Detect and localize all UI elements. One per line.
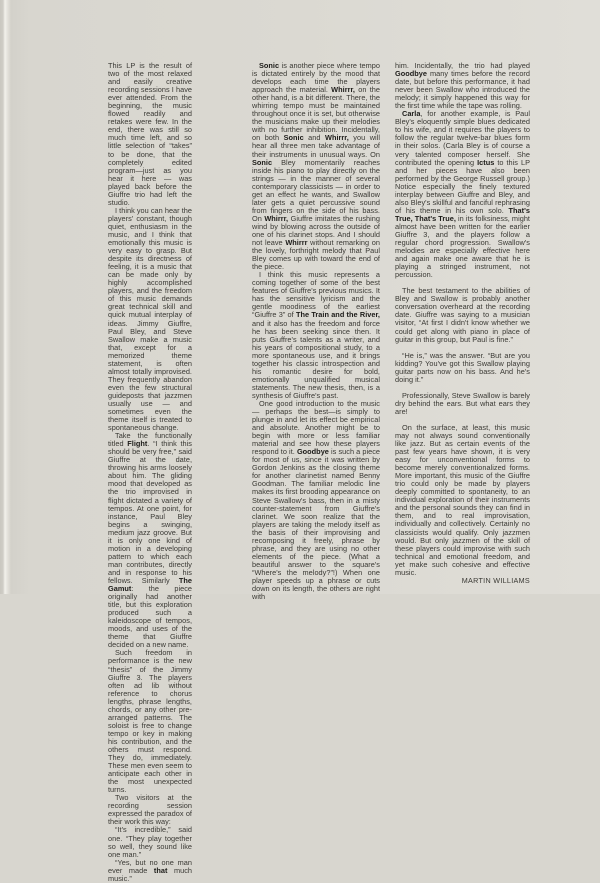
paragraph: The best testament to the abilities of Bley and Swallow is probably another conversation overheard at the recording date. Giuffre was saying to a musician visitor, “At first I didn't know whether we could get along with piano in place of guitar in this group, but Paul is fine.” — [395, 286, 530, 344]
track-title-carla: Carla — [402, 109, 421, 119]
track-title-sonic: Sonic — [283, 133, 304, 143]
track-title-whirrr: Whirrr — [285, 238, 308, 248]
paragraph: One good introduction to the music — perhaps the best—is simply to plunge in and let its effect be empirical and absolute. Another might be to begin with more or less familiar material and see how these players respond to it. Goodbye is such a piece for most of us, since it was written by Gordon Jenkins as the closing theme for another clarinetist named Benny Goodman. The familiar melodic line makes its first brooding appearance on Steve Swallow's bass, then in a misty counter-statement from Giuffre's clarinet. We soon realize that the players are taking the melody itself as the basis of their improvising and recomposing it freely, phrase by phrase, and they are using no other elements of the piece. (What a beautiful answer to the square's “Where's the melody?”!) When one player speeds up a phrase or cuts down on its length, the others are right with — [252, 398, 381, 602]
paragraph: Professionally, Steve Swallow is barely dry behind the ears. But what ears they are! — [395, 390, 530, 416]
track-title-thats-true: That's True, That's True, — [395, 205, 530, 223]
track-title-goodbye: Goodbye — [395, 69, 427, 79]
track-title-whirrr: Whirrr, — [331, 85, 355, 95]
track-title-whirrr: Whirrr, — [325, 133, 349, 143]
text-column-1 — [108, 62, 192, 883]
paragraph: Carla, for another example, is Paul Bley's eloquently simple blues dedicated to his wife, and it requires the players to follow the regular twelve-bar blues form in their solos. (Carla Bley is of course a very talented composer herself. She contributed the opening Ictus to this LP and her pieces have also been performed by the George Russell group.) Notice especially the finely textured interplay between Giuffre and Bley, and also Bley's skillful and fanciful rephrasing of his theme in his own solo. That's True, That's True, in its folksiness, might almost have been written for the earlier Giuffre 3, and the players follow a regular chord progression. Swallow's melodies are especially effective here and again make one aware that he is playing a stringed instrument, not percussion. — [395, 109, 530, 280]
paragraph: him. Incidentally, the trio had played Goodbye many times before the record date, but before this performance, it had never been Swallow who introduced the melody; it simply happened this way for the first time while the tape was rolling. — [395, 61, 530, 111]
paragraph: On the surface, at least, this music may not always sound conventionally like jazz. But as certain events of the past few years have shown, it is very easy for unconventional forms to become merely conventionalized forms. More important, this music of the Giuffre trio could only be made by players deeply committed to spontaneity, to an individual exploration of their instruments and the personal sounds they can find in them, and to real improvisation, individually and collectively. Certainly no classicists would qualify. Only jazzmen would. But only jazzmen of the skill of these players could improvise with such technical and emotional freedom, and yet make such cohesive and effective music. — [395, 422, 530, 577]
paragraph: “It's incredible,” said one. “They play together so well, they sound like one man.” — [108, 825, 192, 859]
track-title-ictus: Ictus — [477, 157, 495, 167]
emphasis-that: that — [153, 865, 168, 875]
track-title-flight: Flight — [127, 439, 148, 449]
paragraph: Such freedom in performance is the new “thesis” of the Jimmy Giuffre 3. The players often ad lib without reference to chorus lengths, phrase lengths, chords, or any other pre-arranged patterns. The soloist is free to change tempo or key in making his contribution, and the others must respond. They do, immediately. These men even seem to anticipate each other in the most unexpected turns. — [108, 648, 192, 795]
paragraph: Sonic is another piece where tempo is dictated entirely by the mood that develops each time the players approach the material. Whirrr, on the other hand, is a bit different. There, the whirring tempo must be maintained throughout once it is set, but otherwise the musicians make up their melodies with no further inhibition. Incidentally, on both Sonic and Whirrr, you will hear all three men take advantage of their instruments in unusual ways. On Sonic Bley momentarily reaches inside his piano to play directly on the strings — in the manner of several contemporary classicists — in order to get an effect he wants, and Swallow later gets a quiet percussive sound from fingers on the side of his bass. On Whirrr, Giuffre imitates the rushing wind by blowing across the outside of one of his clarinet stops. And I should not leave Whirrr without remarking on the lovely, forthright melody that Paul Bley comes up with toward the end of the piece. — [252, 61, 380, 272]
paragraph: Two visitors at the recording session expressed the paradox of their work this way: — [108, 793, 192, 827]
paragraph: This LP is the result of two of the most relaxed and easily creative recording sessions I have ever attended. From the beginning, the music flowed readily and retakes were few. In the end, there was still so much time left, and so little selection of “takes” to be done, that the completely edited program—just as you hear it here — was played back before the Giuffre trio had left the studio. — [108, 61, 192, 207]
text-column-2 — [252, 62, 380, 601]
paragraph: Take the functionally titled Flight. “I think this should be very free,” said Giuffre at the date, throwing his arms loosely about him. The gliding mood that developed as the trio improvised in flight dictated a variety of tempos. At one point, for instance, Paul Bley begins a swinging, medium jazz groove. But it is only one kind of motion in a developing pattern to which each man contributes, directly and in response to his fellows. Similarly The Gamut: the piece originally had another title, but this exploration produced such a kaleidoscope of tempos, moods, and uses of the theme that Giuffre decided on a new name. — [108, 431, 193, 650]
track-title-whirrr: Whirrr, — [264, 213, 289, 223]
track-title-sonic: Sonic — [259, 61, 280, 70]
track-title-sonic: Sonic — [252, 157, 273, 167]
track-title-goodbye: Goodbye — [296, 447, 329, 457]
album-title-train-and-river: The Train and the River, — [295, 310, 380, 320]
paragraph: “He is,” was the answer. “But are you kidding? You've got this Swallow playing guitar parts now on his bass. And he's doing it.” — [395, 350, 530, 384]
author-signature: MARTIN WILLIAMS — [461, 575, 530, 585]
paragraph: “Yes, but no one man ever made that much music.” — [108, 857, 192, 883]
track-title-the-gamut: The Gamut — [108, 576, 192, 594]
text-column-3 — [395, 62, 530, 585]
paragraph: I think you can hear the players' constant, though quiet, enthusiasm in the music, and I think that emotionally this music is very easy to grasp. But despite its directness of feeling, it is a music that can be made only by highly accomplished players, and the freedom of this music demands great technical skill and quick mutual interplay of ideas. Jimmy Giuffre, Paul Bley, and Steve Swallow make a music that, except for a memorized theme statement, is often almost totally improvised. They frequently abandon even the few structural guideposts that jazzmen usually use — and sometimes even the theme itself is treated to spontaneous change. — [108, 205, 192, 433]
paragraph: I think this music represents a coming together of some of the best features of Giuffre's previous musics. It has the sensitive lyricism and the gentle moodiness of the earliest “Giuffre 3” of The Train and the River, and it also has the freedom and force he has been seeking since then. It puts Giuffre's talents as a writer, and his years of compositional study, to a more spontaneous use, and it brings together his classic introspection and his romantic desire for bold, emotionally unqualified musical statements. The new thesis, then, is a synthesis of Giuffre's past. — [252, 270, 380, 400]
